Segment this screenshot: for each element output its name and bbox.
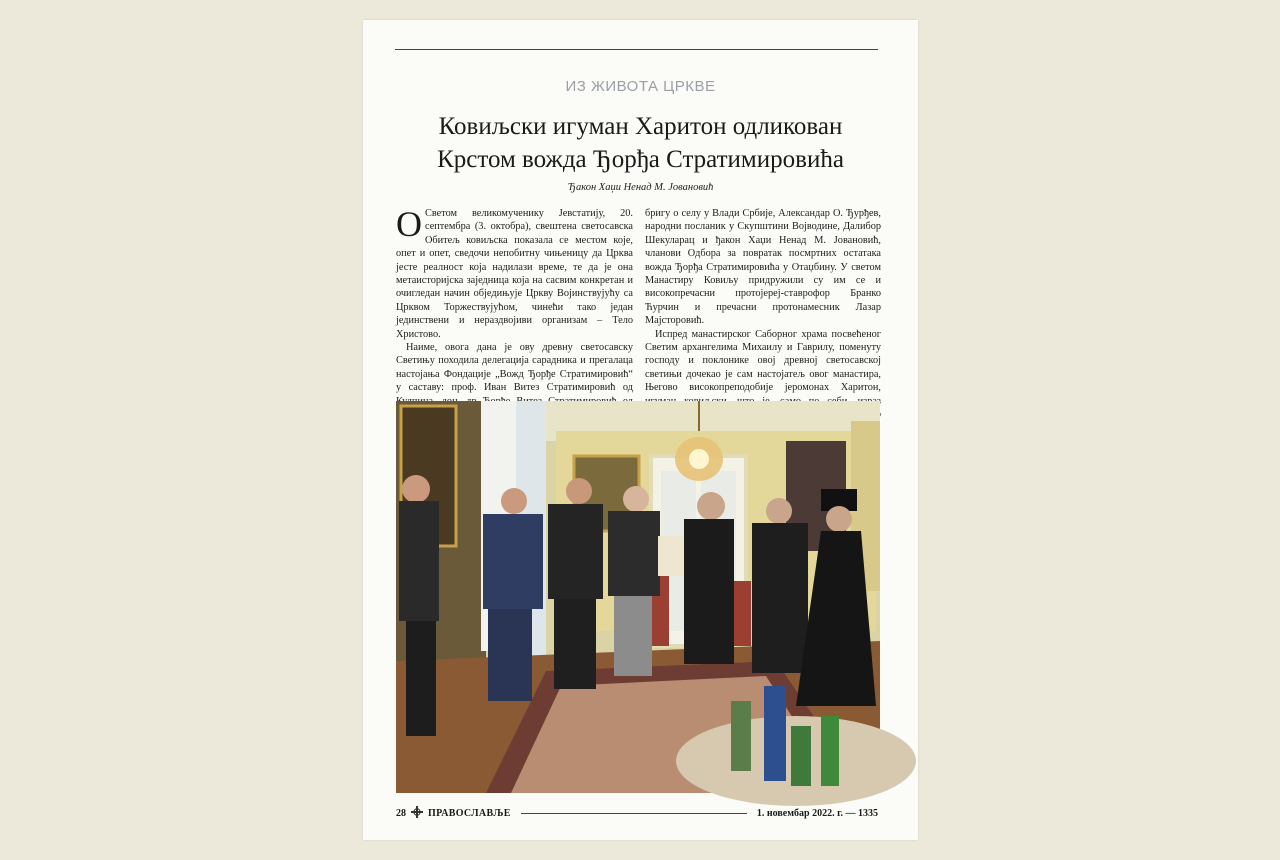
article-column-left	[396, 204, 633, 394]
page-number: 28	[396, 807, 406, 819]
cross-ornament-icon	[410, 805, 424, 822]
magazine-name: ПРАВОСЛАВЉЕ	[428, 807, 511, 819]
article-title	[383, 110, 898, 176]
article-title-line-2: Крстом вожда Ђорђа Стратимировића	[437, 146, 844, 173]
footer-rule	[521, 813, 747, 814]
page-footer	[396, 806, 878, 820]
top-rule	[395, 49, 878, 50]
article-column-right	[645, 207, 881, 394]
paragraph-1	[396, 204, 633, 341]
issue-date: 1. новембар 2022. г. — 1335	[756, 807, 878, 819]
paragraph-3: бригу о селу у Влади Србије, Александар О. Ђурђев, народни посланик у Скупштини Војводине, Далибор Шекуларац и ђакон Хаџи Ненад М. Јовановић, чланови Одбора за повратак посмртних остатака вожда Ђорђа Стратимировића у Отаџбину. У светом Манастиру Ковиљу придружили су им се и високопречасни протојереј-ставрофор Бранко Ћурчин и пречасни протонамесник Лазар Мајсторовић.	[645, 208, 881, 327]
photo-illustration	[396, 401, 880, 793]
drop-cap: О	[396, 204, 422, 244]
paragraph-1-text: Светом великомученику Јевстатију, 20. септембра (3. октобра), свештена светосавска Обитељ ковиљска показала се местом које, опет и опет, сведочи непобитну чињеницу да Црква јесте реалност која надилази време, те да је она метаисторијска заједница која на сасвим конкретан и очигледан начин обједињује Цркву Војинствујућу са Црквом Торжествујућом, чинећи тако један јединствени и нераздвојиви организам – Тело Христово.	[396, 208, 633, 340]
article-title-line-1: Ковиљски игуман Харитон одликован	[438, 113, 843, 140]
magazine-page	[363, 20, 918, 840]
article-byline: Ђакон Хаџи Ненад М. Јовановић	[567, 182, 714, 193]
section-label: ИЗ ЖИВОТА ЦРКВЕ	[565, 78, 716, 95]
paragraph-4: Испред манастирског Саборног храма посвећеног Светим архангелима Михаилу и Гаврилу, поменуту господу и поклонике овој древној светосавској светињи дочекао је сам настојатељ овог манастира, Његово високопреподобије јеромонах Харитон,	[645, 328, 881, 394]
article-photo	[396, 401, 880, 793]
paragraph-2: Наиме, овога дана је ову древну светосавску Светињу походила делегација сарадника и прегалаца настојања Фондације „Вожд Ђорђе Стратимировић“ у саставу: проф. Иван Витез Стратимировић од	[396, 342, 633, 394]
